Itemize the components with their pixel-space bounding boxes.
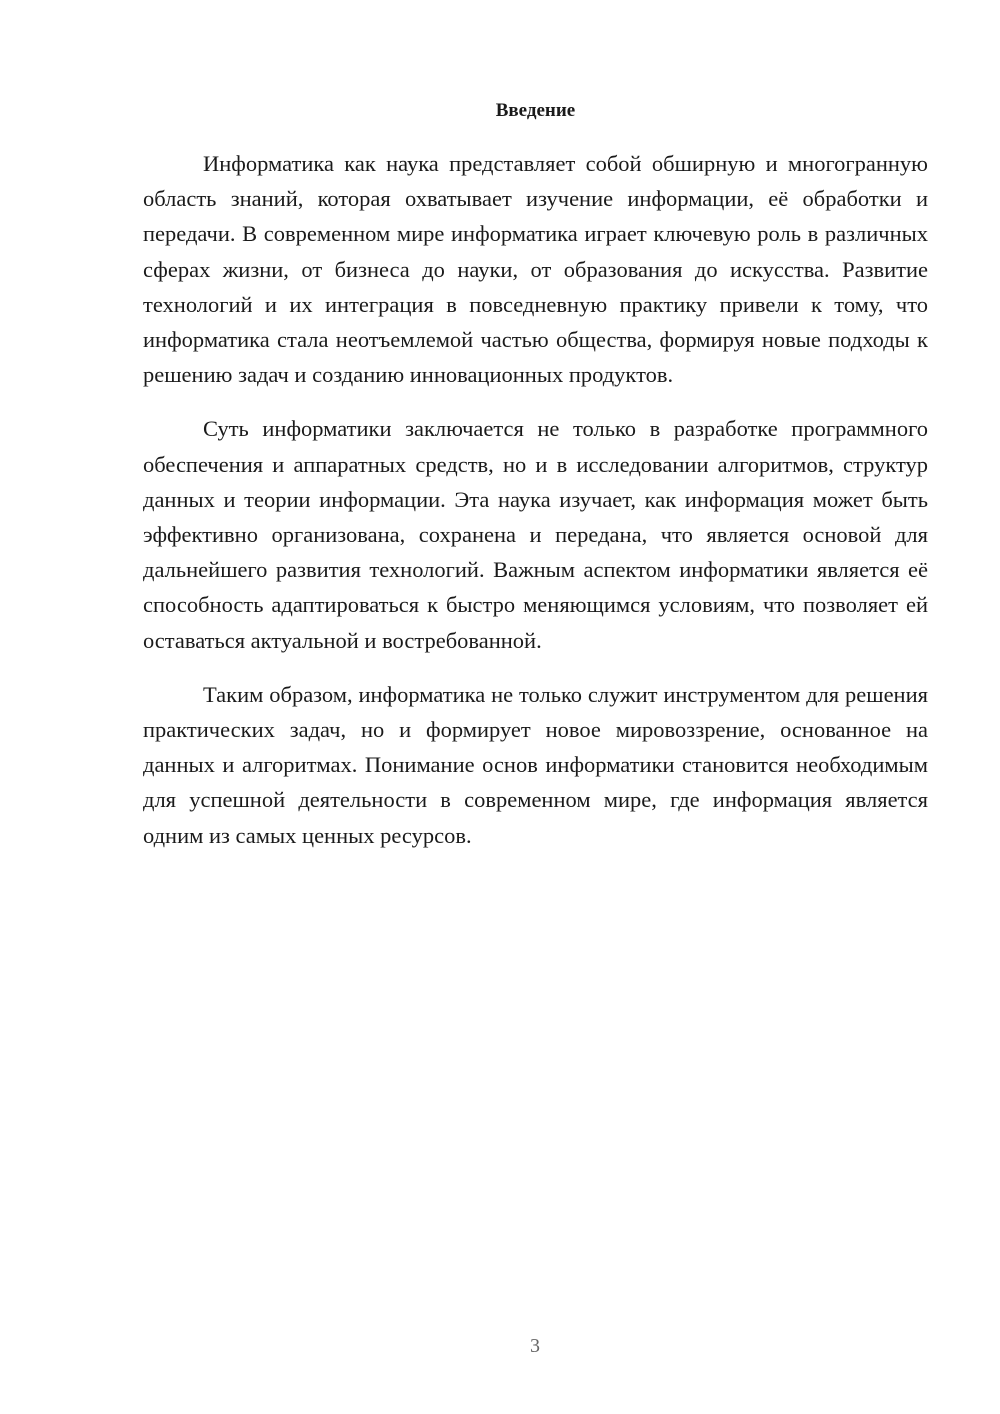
paragraph-1: Информатика как наука представляет собой обширную и многогранную область знаний, которая охватывает изучение информации, её обработки и передачи. В современном мире информатика играет ключевую роль в различных сферах жизни, от бизнеса до науки, от образования до искусства. Развитие технологий и их интеграция в повседневную практику привели к тому, что информатика стала неотъемлемой частью общества, формируя новые подходы к решению задач и созданию инновационных продуктов.: [143, 151, 928, 388]
page-content: [143, 96, 928, 872]
page-number: 3: [530, 1335, 540, 1357]
section-title: Введение: [495, 100, 576, 121]
paragraph-2: Суть информатики заключается не только в разработке программного обеспечения и аппаратных средств, но и в исследовании алгоритмов, структур данных и теории информации. Эта наука изучает, как информация может быть эффективно организована, сохранена и передана, что является основой для дальнейшего развития технологий. Важным аспектом информатики является её способность адаптироваться к быстро меняющимся условиям, что позволяет ей оставаться актуальной и востребованной.: [143, 416, 928, 653]
paragraph-3: Таким образом, информатика не только служит инструментом для решения практических задач, но и формирует новое мировоззрение, основанное на данных и алгоритмах. Понимание основ информатики становится необходимым для успешной деятельности в современном мире, где информация является одним из самых ценных ресурсов.: [143, 681, 928, 848]
